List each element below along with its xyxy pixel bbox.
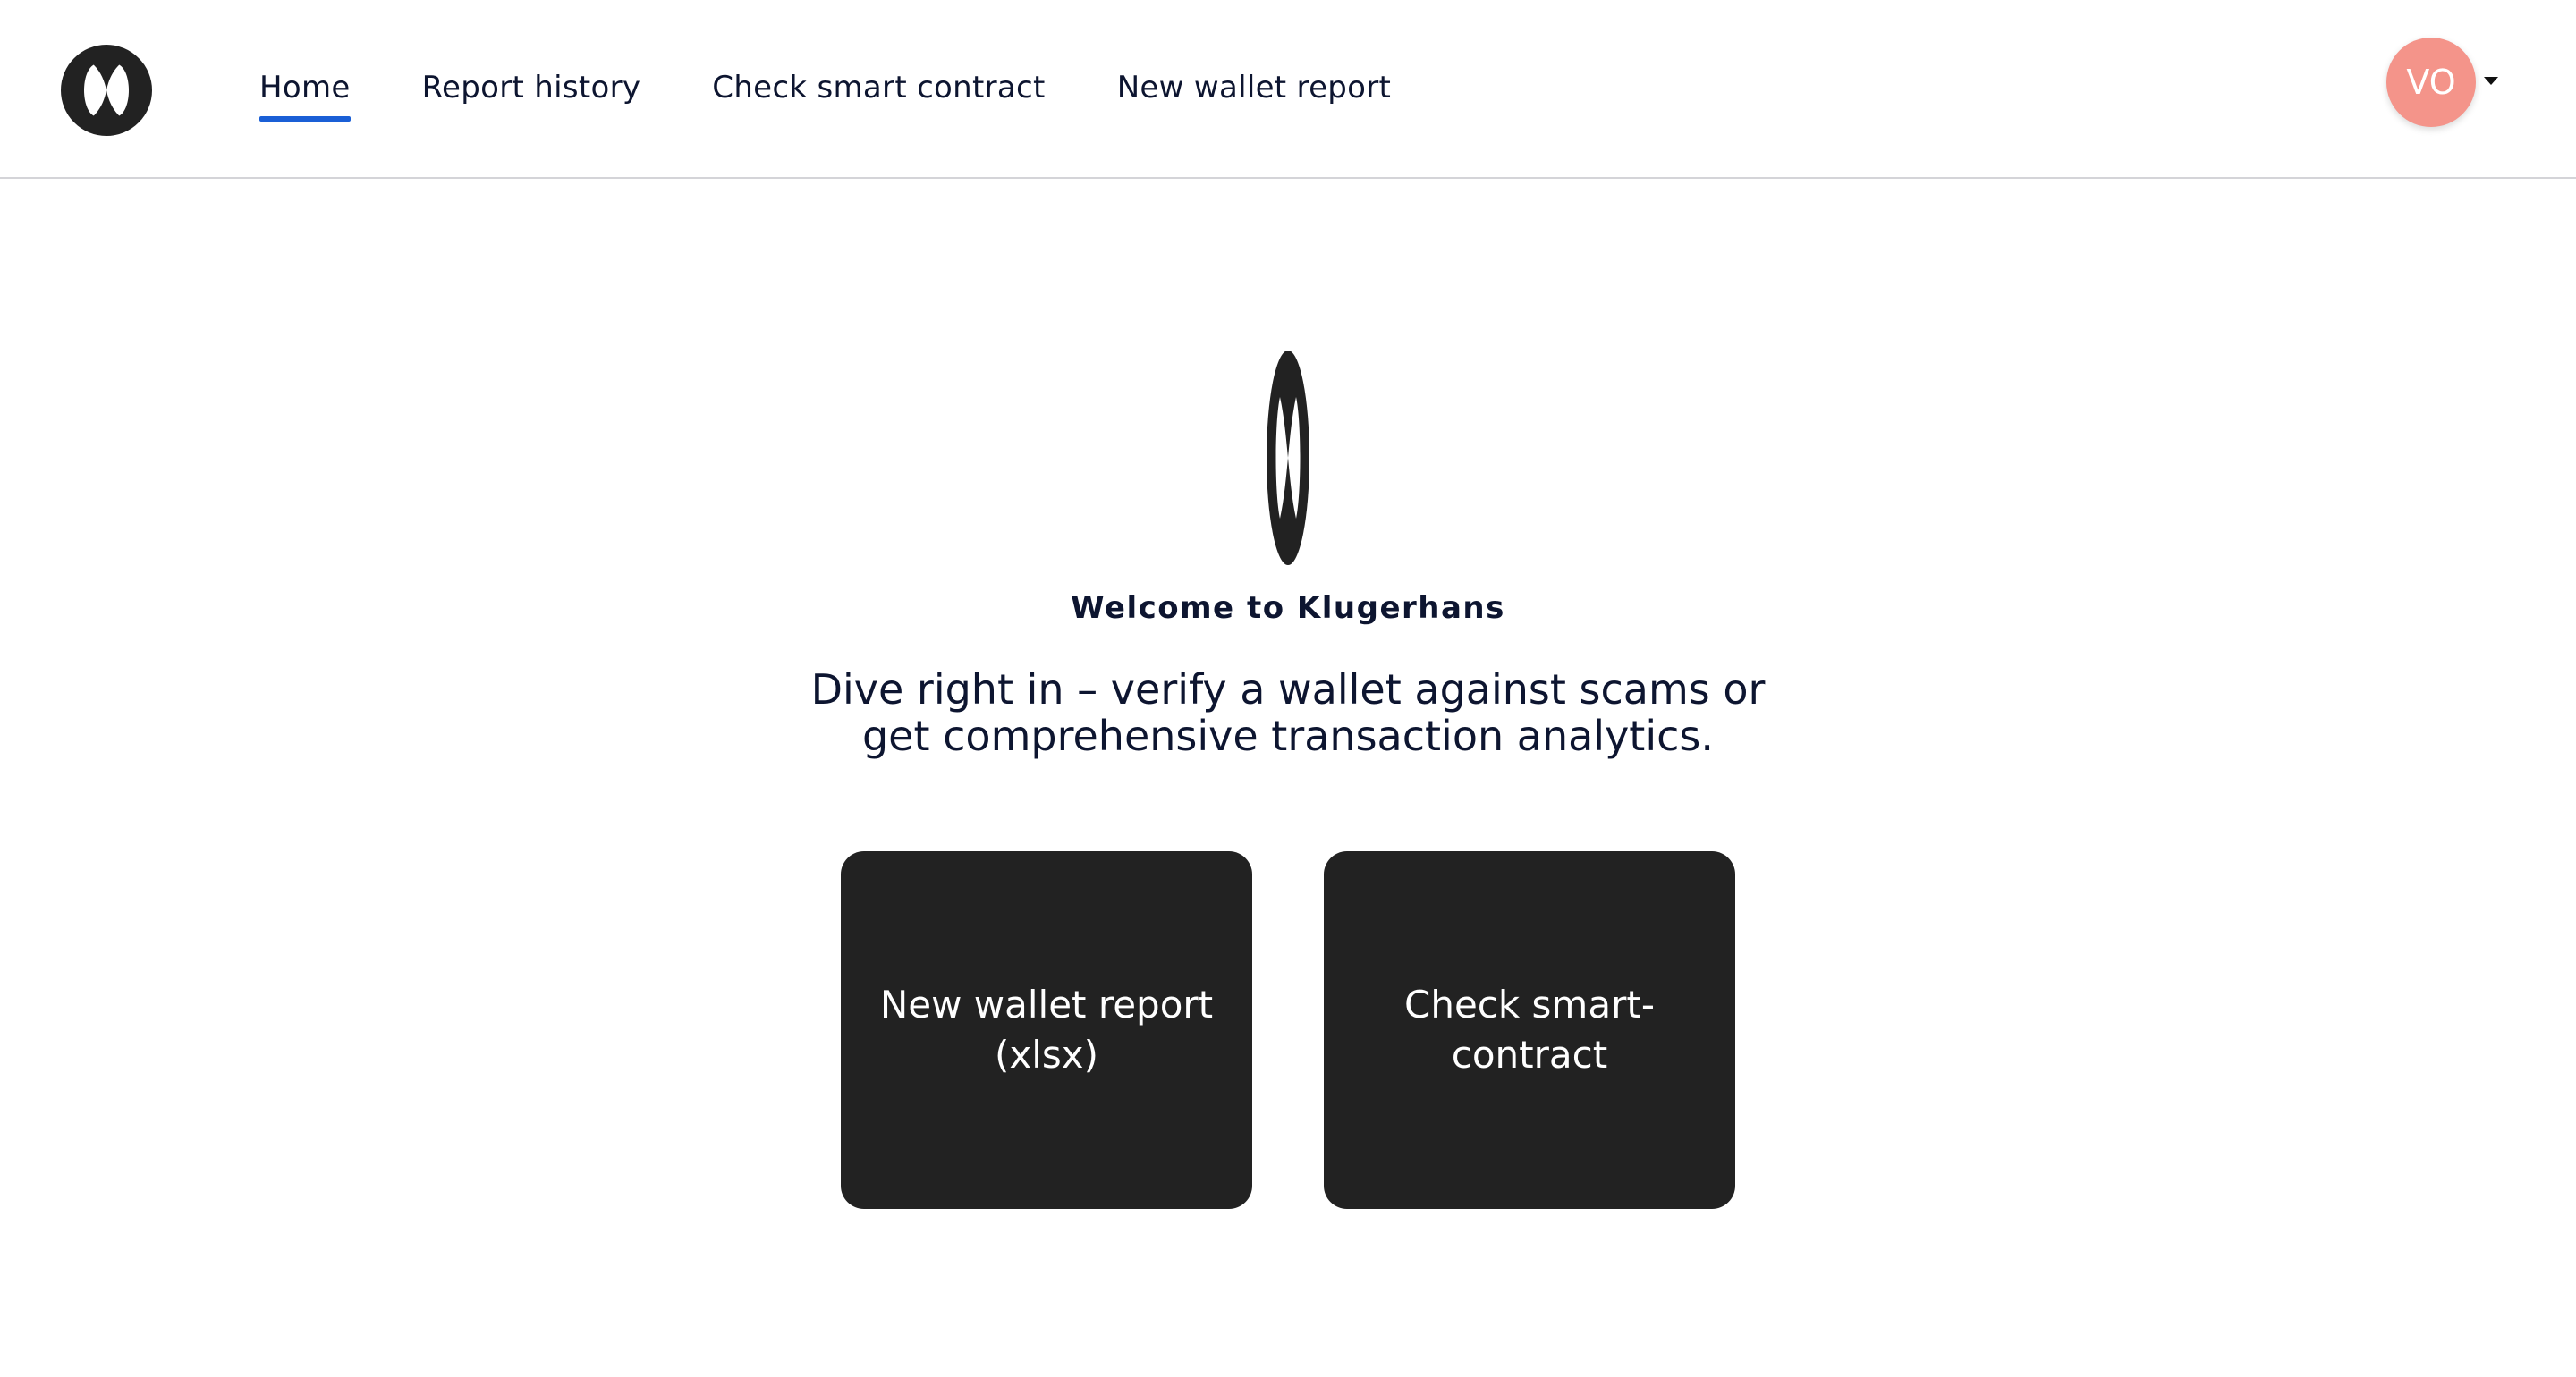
card-label: New wallet report (xlsx): [879, 983, 1214, 1077]
klugerhans-logo-icon[interactable]: [61, 45, 152, 136]
klugerhans-hero-logo-icon: [1267, 351, 1309, 565]
user-avatar[interactable]: [2386, 38, 2476, 127]
top-navbar: [0, 0, 2576, 179]
nav-report-history[interactable]: Report history: [421, 70, 641, 106]
check-smart-contract-card[interactable]: [1324, 851, 1735, 1209]
main-nav: [259, 0, 1462, 175]
nav-check-smart-contract[interactable]: Check smart contract: [712, 70, 1046, 106]
tagline-text: Dive right in – verify a wallet against scams or get comprehensive transaction analytics.: [810, 665, 1766, 760]
avatar-initials: VO: [2406, 63, 2456, 102]
nav-new-wallet-report[interactable]: New wallet report: [1116, 70, 1392, 106]
new-wallet-report-card[interactable]: [841, 851, 1252, 1209]
nav-home[interactable]: Home: [259, 70, 351, 106]
card-label: Check smart-contract: [1404, 983, 1655, 1077]
welcome-heading: Welcome to Klugerhans: [1071, 590, 1505, 626]
user-menu-caret-down-icon[interactable]: [2484, 77, 2498, 85]
